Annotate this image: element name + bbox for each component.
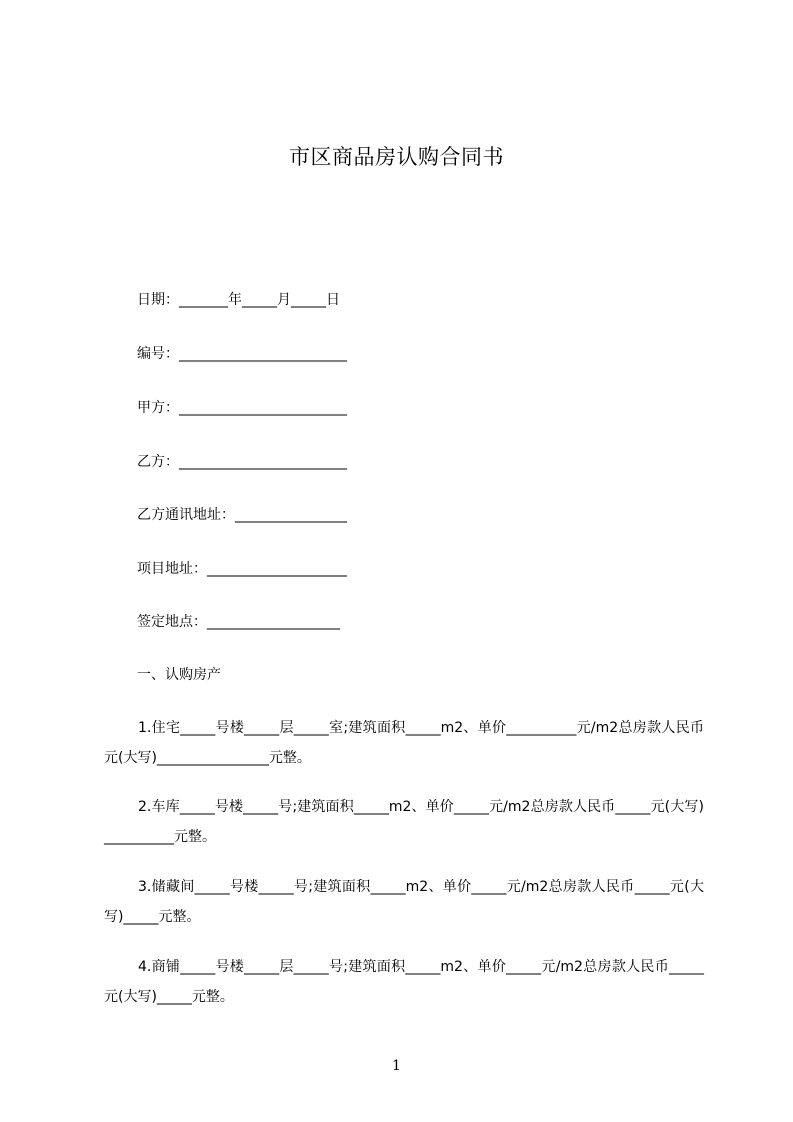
item-residence: 1.住宅_____号楼_____层_____室;建筑面积_____m2、单价__________元/m2总房款人民币元(大写)________________元整。 [104, 720, 704, 766]
contract-number-field: 编号：________________________ [137, 346, 347, 362]
section-heading-purchase-property: 一、认购房产 [137, 667, 221, 683]
document-title: 市区商品房认购合同书 [289, 145, 504, 169]
signing-place-field: 签定地点：___________________ [137, 614, 340, 630]
page-number: 1 [392, 1058, 401, 1074]
party-a-field: 甲方：________________________ [137, 400, 347, 416]
party-b-address-field: 乙方通讯地址：________________ [137, 507, 347, 523]
project-address-field: 项目地址：____________________ [137, 561, 347, 577]
party-b-field: 乙方：________________________ [137, 454, 347, 470]
item-storage-room: 3.储藏间_____号楼_____号;建筑面积_____m2、单价_____元/m2总房款人民币_____元(大写)_____元整。 [104, 879, 704, 925]
date-field: 日期：_______年_____月_____日 [137, 292, 340, 308]
item-garage: 2.车库_____号楼_____号;建筑面积_____m2、单价_____元/m2总房款人民币_____元(大写)__________元整。 [104, 799, 704, 845]
item-shop: 4.商铺_____号楼_____层_____号;建筑面积_____m2、单价_____元/m2总房款人民币_____元(大写)_____元整。 [104, 959, 704, 1005]
